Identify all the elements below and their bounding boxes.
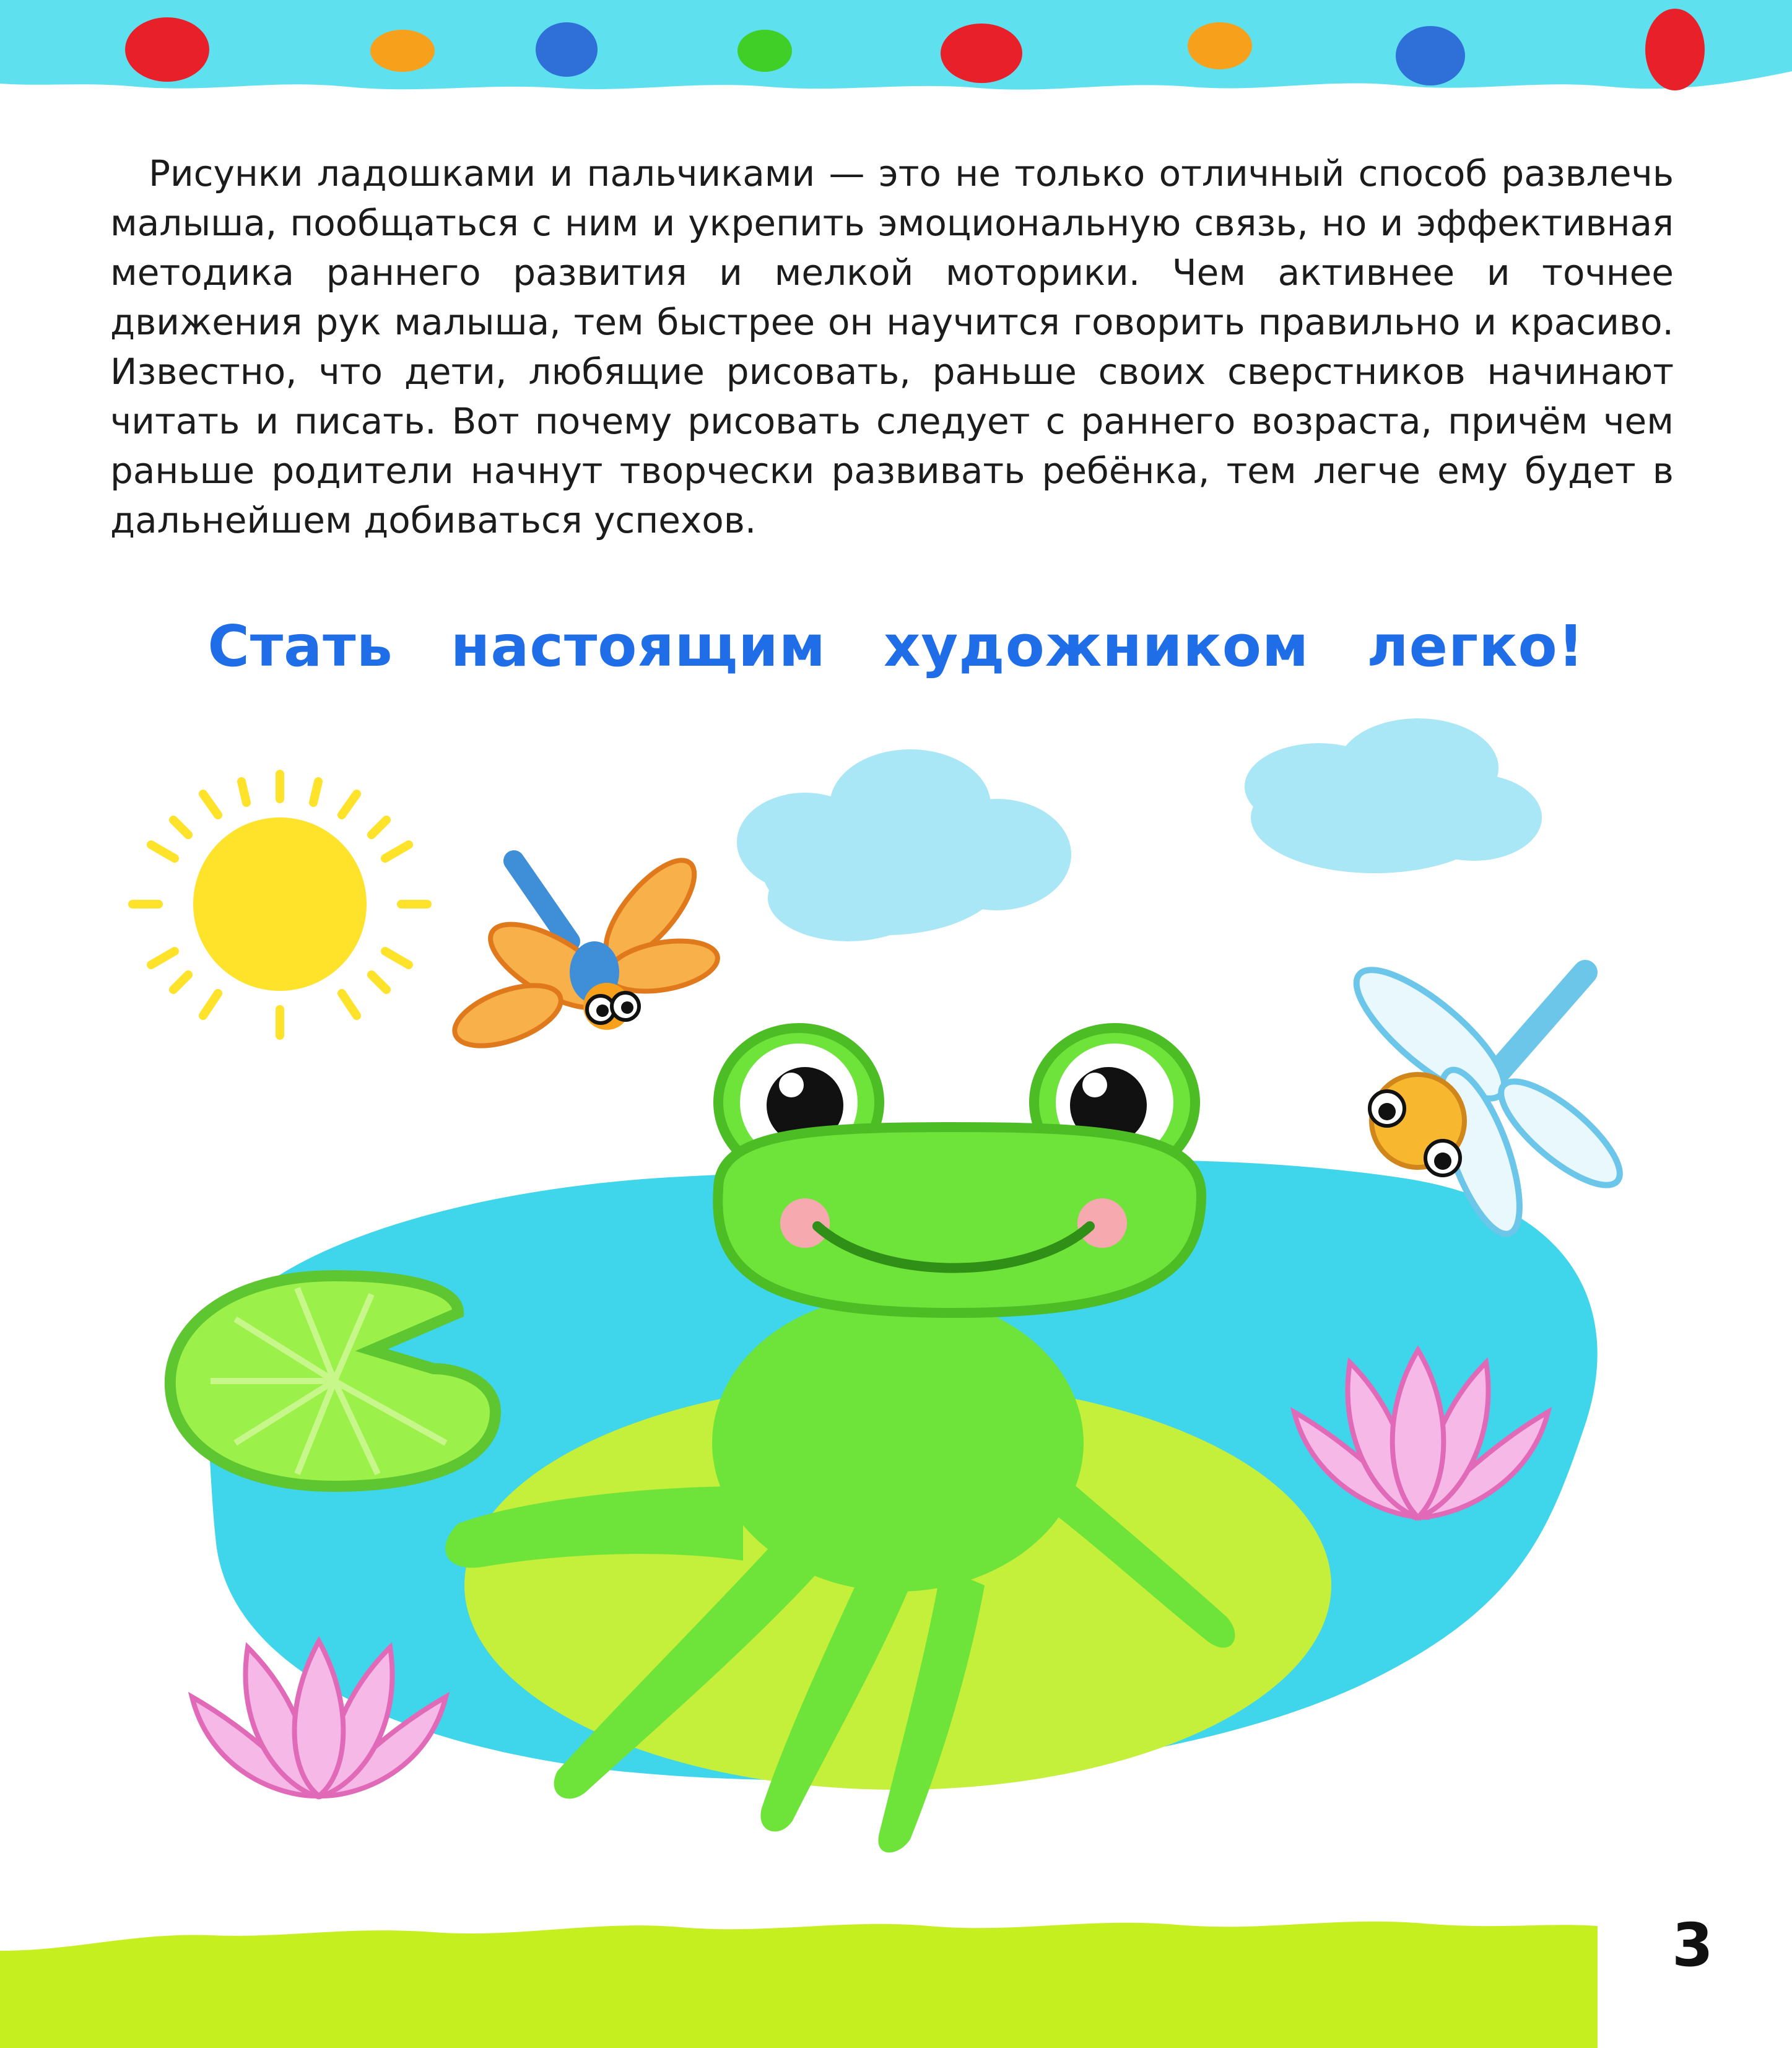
intro-paragraph: Рисунки ладошками и пальчиками — это не только отличный способ развлечь малыша, пообщаться с ним и укрепить эмоциональную связь, но и эффективная методика раннего развития и мелкой моторики. Чем активнее и точнее движения рук малыша, тем быстрее он научится говорить правильно и красиво. Известно, что дети, любящие рисовать, раньше своих сверстников начинают читать и писать. Вот почему рисовать следует с раннего возраста, причём чем раньше родители начнут творчески развивать ребёнка, тем легче ему будет в дальнейшем добиваться успехов. bbox=[110, 152, 1674, 541]
page-number: 3 bbox=[1672, 1911, 1713, 1980]
headline: Стать настоящим художником легко! bbox=[207, 613, 1585, 679]
